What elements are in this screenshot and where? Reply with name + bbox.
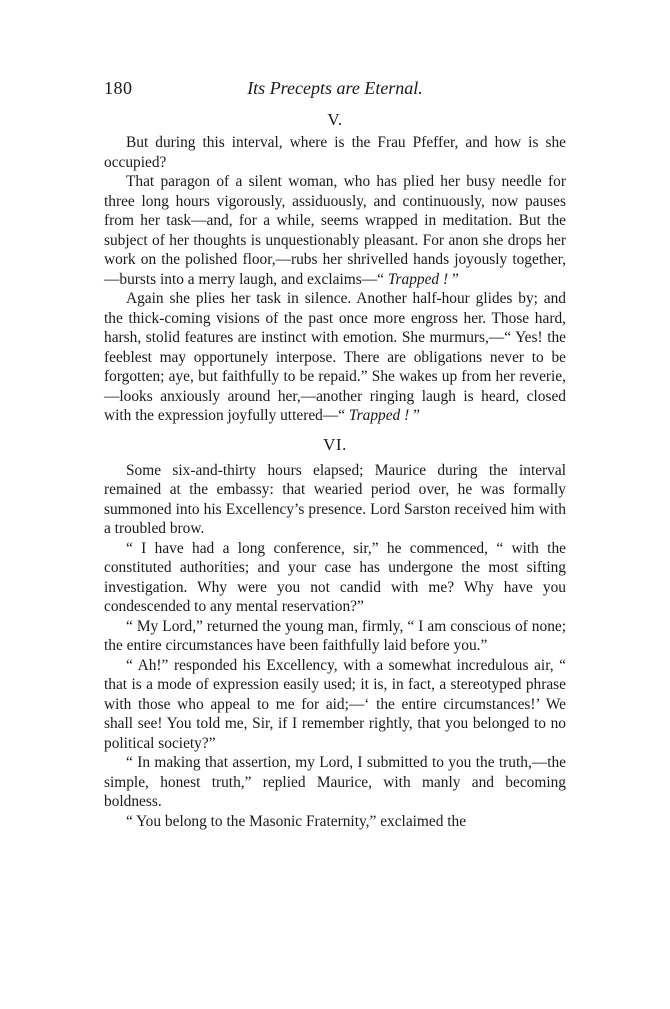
section-heading-vi: VI. <box>323 434 347 454</box>
page-number: 180 <box>104 78 133 98</box>
paragraph: But during this interval, where is the Frau Pfeffer, and how is she occupied? <box>104 134 566 171</box>
paragraph-continued: “ You belong to the Masonic Fraternity,” exclaimed the <box>126 812 467 830</box>
paragraph: “ Ah!” responded his Excellency, with a somewhat incredulous air, “ that is a mode of expression easily used; it is, in fact, a stereotyped phrase with those who appeal to me for aid;—‘ the entire circumstances!’ We shall see! You told me, Sir, if I remember rightly, that you belonged to no political society?” <box>104 656 566 752</box>
book-page <box>104 78 566 831</box>
paragraph: “ I have had a long conference, sir,” he commenced, “ with the constituted authorities; and your case has undergone the most sifting investigation. Why were you not candid with me? Why have you condescended to any mental reservation?” <box>104 539 566 615</box>
running-title: Its Precepts are Eternal. <box>247 78 423 98</box>
paragraph: “ My Lord,” returned the young man, firmly, “ I am conscious of none; the entire circumstances have been faithfully laid before you.” <box>104 617 566 654</box>
section-heading-v: V. <box>327 110 343 129</box>
emphasis: Trapped ! <box>387 270 452 288</box>
emphasis: Trapped ! <box>348 407 414 424</box>
paragraph: That paragon of a silent woman, who has plied her busy needle for three long hours vigorously, assiduously, and continuously, now pauses from her task—and, for a while, seems wrapped in meditation. But the subject of her thoughts is unquestionably pleasant. For anon she drops her work on the polished floor,—rubs her shrivelled hands joyously together,—bursts into a merry laugh, and exclaims—“ Trapped ! ” <box>104 173 566 288</box>
running-head <box>104 78 566 104</box>
paragraph: “ In making that assertion, my Lord, I submitted to you the truth,—the simple, honest truth,” replied Maurice, with manly and becoming boldness. <box>104 754 566 810</box>
paragraph: Again she plies her task in silence. Another half-hour glides by; and the thick-coming visions of the past once more engross her. Those hard, harsh, stolid features are instinct with emotion. She murmurs,—“ Yes! the feeblest may opportunely interpose. There are obligations never to be forgotten; aye, but faithfully to be repaid.” She wakes up from her reverie,—looks anxiously around her,—another ringing laugh is heard, closed with the expression joyfully uttered—“ Trapped ! ” <box>104 290 566 424</box>
paragraph: Some six-and-thirty hours elapsed; Maurice during the interval remained at the embassy: that wearied period over, he was formally summoned into his Excellency’s presence. Lord Sarston received him with a troubled brow. <box>104 461 566 537</box>
